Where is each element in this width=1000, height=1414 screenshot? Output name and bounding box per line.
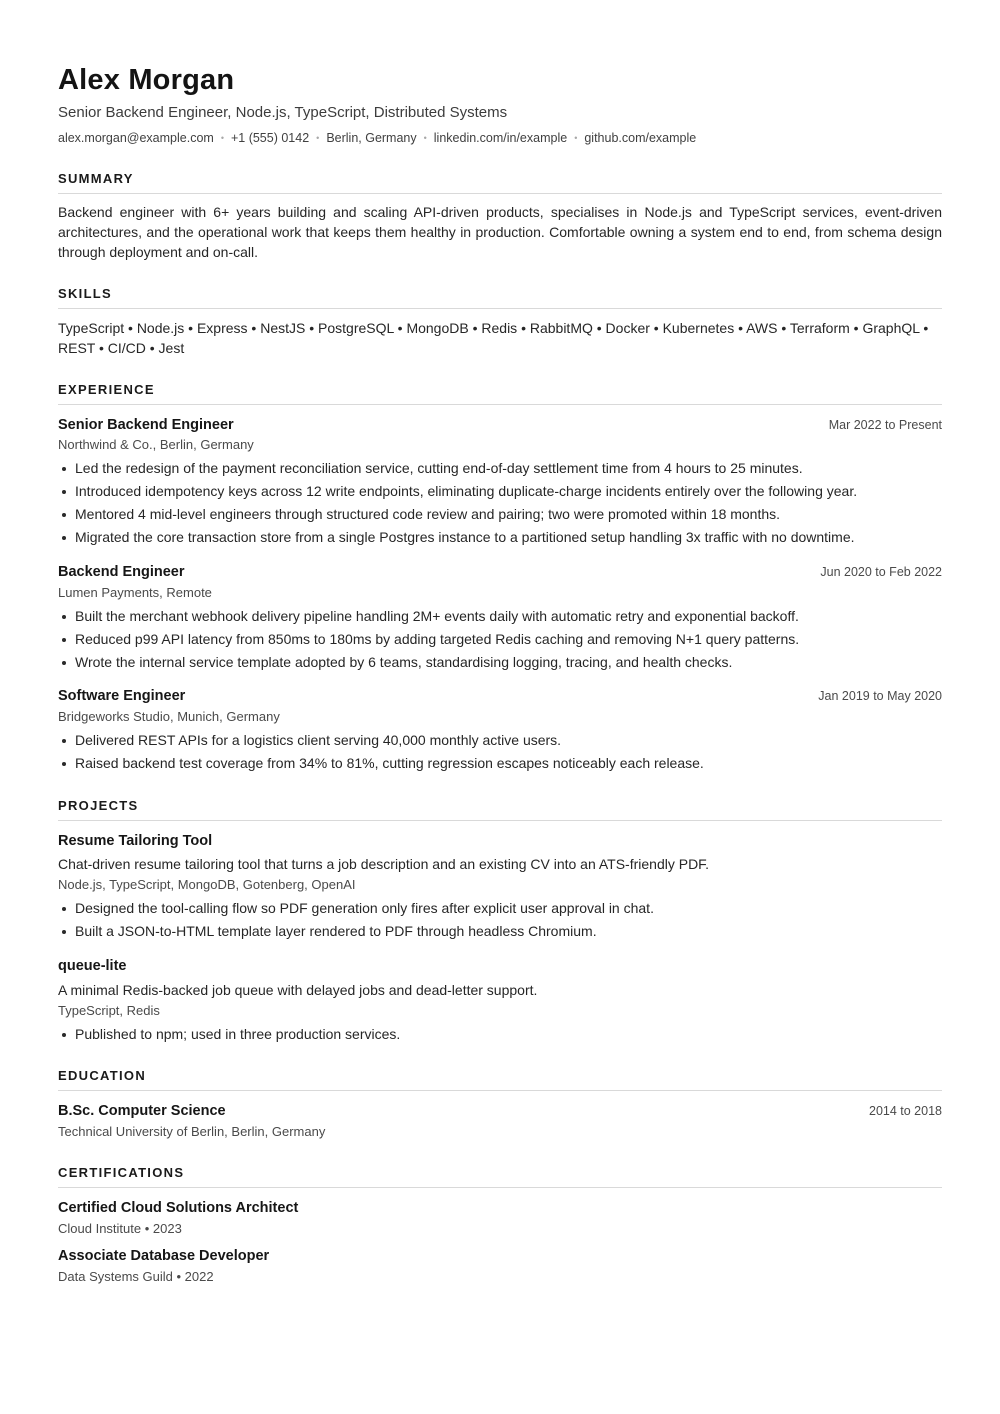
contact-linkedin[interactable]: linkedin.com/in/example — [433, 131, 568, 145]
certifications-heading: CERTIFICATIONS — [58, 1164, 942, 1188]
job-dates: Mar 2022 to Present — [828, 418, 942, 432]
bullet-item: Delivered REST APIs for a logistics client serving 40,000 monthly active users. — [58, 729, 942, 752]
summary-text: Backend engineer with 6+ years building and scaling API-driven products, specialises in Node.js and TypeScript services, event-driven architectures, and the operational work that keeps them healthy in production. Comfortable owning a system end to end, from schema design through deployment and on-call. — [58, 204, 942, 260]
contact-line — [58, 129, 696, 147]
contact-phone[interactable]: +1 (555) 0142 — [230, 131, 310, 145]
job-title: Software Engineer — [58, 688, 186, 704]
project-bullets — [58, 897, 942, 943]
bullet-item: Migrated the core transaction store from a single Postgres instance to a partitioned setup handling 3x traffic with no downtime. — [58, 526, 942, 549]
job-company: Northwind & Co., Berlin, Germany — [58, 437, 254, 452]
certification-name: Associate Database Developer — [58, 1248, 270, 1264]
bullet-item: Published to npm; used in three production services. — [58, 1023, 942, 1046]
bullet-item: Built the merchant webhook delivery pipeline handling 2M+ events daily with automatic retry and exponential backoff. — [58, 605, 942, 628]
bullet-item: Mentored 4 mid-level engineers through structured code review and pairing; two were promoted within 18 months. — [58, 503, 942, 526]
job-header — [58, 686, 942, 706]
job-dates: Jun 2020 to Feb 2022 — [820, 565, 942, 579]
bullet-item: Introduced idempotency keys across 12 write endpoints, eliminating duplicate-charge incidents entirely over the following year. — [58, 480, 942, 503]
candidate-name: Alex Morgan — [58, 64, 235, 96]
project-stack: Node.js, TypeScript, MongoDB, Gotenberg, OpenAI — [58, 877, 356, 892]
project-description: A minimal Redis-backed job queue with delayed jobs and dead-letter support. — [58, 982, 538, 998]
bullet-item: Built a JSON-to-HTML template layer rendered to PDF through headless Chromium. — [58, 920, 942, 943]
education-degree: B.Sc. Computer Science — [58, 1103, 226, 1119]
job-bullets — [58, 729, 942, 775]
project-name: Resume Tailoring Tool — [58, 833, 213, 849]
contact-location: Berlin, Germany — [326, 131, 417, 145]
job-dates: Jan 2019 to May 2020 — [818, 689, 942, 703]
job-company: Lumen Payments, Remote — [58, 585, 212, 600]
bullet-item: Led the redesign of the payment reconciliation service, cutting end-of-day settlement time from 4 hours to 25 minutes. — [58, 457, 942, 480]
project-name: queue-lite — [58, 958, 127, 974]
certification-issuer: Data Systems Guild • 2022 — [58, 1269, 214, 1284]
bullet-item: Wrote the internal service template adopted by 6 teams, standardising logging, tracing, and health checks. — [58, 651, 942, 674]
education-heading: EDUCATION — [58, 1067, 942, 1091]
contact-github[interactable]: github.com/example — [584, 131, 697, 145]
project-description: Chat-driven resume tailoring tool that turns a job description and an existing CV into an ATS-friendly PDF. — [58, 856, 710, 872]
education-school: Technical University of Berlin, Berlin, Germany — [58, 1124, 326, 1139]
job-bullets — [58, 605, 942, 674]
contact-separator: • — [316, 133, 320, 143]
project-bullets — [58, 1023, 942, 1046]
bullet-item: Raised backend test coverage from 34% to 81%, cutting regression escapes noticeably each release. — [58, 752, 942, 775]
contact-separator: • — [574, 133, 578, 143]
job-title: Senior Backend Engineer — [58, 417, 234, 433]
summary-heading: SUMMARY — [58, 170, 942, 194]
contact-separator: • — [423, 133, 427, 143]
certification-name: Certified Cloud Solutions Architect — [58, 1200, 299, 1216]
contact-email[interactable]: alex.morgan@example.com — [58, 131, 214, 145]
experience-heading: EXPERIENCE — [58, 381, 942, 405]
bullet-item: Reduced p99 API latency from 850ms to 180ms by adding targeted Redis caching and removing N+1 query patterns. — [58, 628, 942, 651]
job-header — [58, 415, 942, 435]
skills-list-line-1: TypeScript • Node.js • Express • NestJS • PostgreSQL • MongoDB • Redis • RabbitMQ • Docker • Kubernetes • AWS • Terraform • GraphQL • — [58, 320, 929, 336]
job-header — [58, 562, 942, 582]
job-title: Backend Engineer — [58, 564, 185, 580]
job-company: Bridgeworks Studio, Munich, Germany — [58, 709, 280, 724]
skills-list-line-2: REST • CI/CD • Jest — [58, 340, 185, 356]
certification-issuer: Cloud Institute • 2023 — [58, 1221, 182, 1236]
job-bullets — [58, 457, 942, 549]
projects-heading: PROJECTS — [58, 797, 942, 821]
bullet-item: Designed the tool-calling flow so PDF generation only fires after explicit user approval in chat. — [58, 897, 942, 920]
project-stack: TypeScript, Redis — [58, 1003, 160, 1018]
education-header — [58, 1101, 942, 1121]
education-dates: 2014 to 2018 — [869, 1104, 942, 1118]
skills-heading: SKILLS — [58, 285, 942, 309]
candidate-headline: Senior Backend Engineer, Node.js, TypeScript, Distributed Systems — [58, 104, 508, 121]
contact-separator: • — [220, 133, 224, 143]
